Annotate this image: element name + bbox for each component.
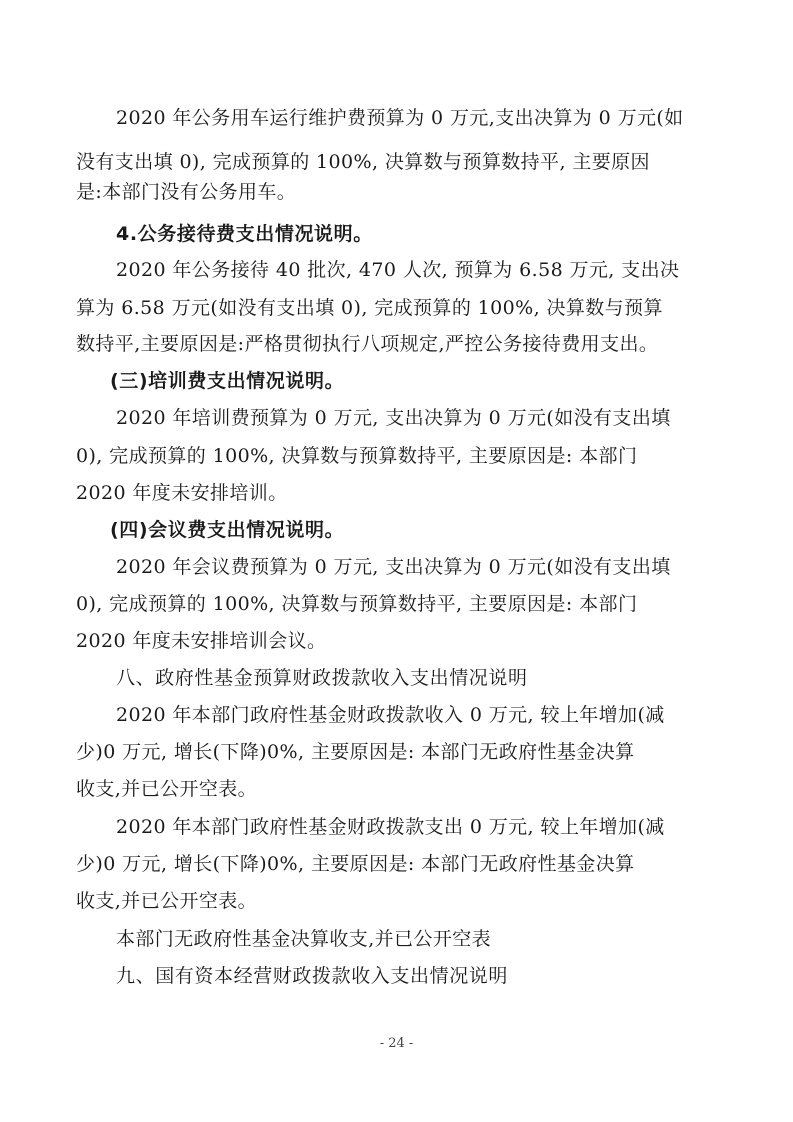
paragraph-line: 2020 年度未安排培训。 <box>76 482 288 504</box>
chapter-heading: 八、政府性基金预算财政拨款收入支出情况说明 <box>116 667 528 689</box>
paragraph-line: 0), 完成预算的 100%, 决算数与预算数持平, 主要原因是: 本部门 <box>76 593 638 615</box>
paragraph-line: 0), 完成预算的 100%, 决算数与预算数持平, 主要原因是: 本部门 <box>76 445 638 467</box>
paragraph-line: 2020 年本部门政府性基金财政拨款支出 0 万元, 较上年增加(减 <box>116 816 665 838</box>
paragraph-line: 收支,并已公开空表。 <box>76 890 258 912</box>
paragraph-line: 2020 年公务接待 40 批次, 470 人次, 预算为 6.58 万元, 支出决 <box>116 259 680 281</box>
page-number: - 24 - <box>379 1036 414 1051</box>
section-heading: (四)会议费支出情况说明。 <box>110 519 345 541</box>
paragraph-line: 算为 6.58 万元(如没有支出填 0), 完成预算的 100%, 决算数与预算 <box>76 297 663 319</box>
paragraph-line: 少)0 万元, 增长(下降)0%, 主要原因是: 本部门无政府性基金决算 <box>76 853 635 875</box>
section-heading: 4.公务接待费支出情况说明。 <box>116 223 373 245</box>
paragraph-line: 数持平,主要原因是:严格贯彻执行八项规定,严控公务接待费用支出。 <box>76 333 659 355</box>
paragraph-line: 收支,并已公开空表。 <box>76 778 258 800</box>
paragraph-line: 是:本部门没有公务用车。 <box>76 181 297 203</box>
paragraph-line: 2020 年会议费预算为 0 万元, 支出决算为 0 万元(如没有支出填 <box>116 556 671 578</box>
paragraph-line: 2020 年公务用车运行维护费预算为 0 万元,支出决算为 0 万元(如 <box>116 107 684 129</box>
chapter-heading: 九、国有资本经营财政拨款收入支出情况说明 <box>116 965 509 987</box>
paragraph-line: 本部门无政府性基金决算收支,并已公开空表 <box>116 928 492 950</box>
paragraph-line: 2020 年本部门政府性基金财政拨款收入 0 万元, 较上年增加(减 <box>116 704 665 726</box>
paragraph-line: 少)0 万元, 增长(下降)0%, 主要原因是: 本部门无政府性基金决算 <box>76 741 635 763</box>
paragraph-line: 没有支出填 0), 完成预算的 100%, 决算数与预算数持平, 主要原因 <box>76 151 650 173</box>
paragraph-line: 2020 年度未安排培训会议。 <box>76 630 327 652</box>
paragraph-line: 2020 年培训费预算为 0 万元, 支出决算为 0 万元(如没有支出填 <box>116 407 671 429</box>
section-heading: (三)培训费支出情况说明。 <box>110 370 345 392</box>
